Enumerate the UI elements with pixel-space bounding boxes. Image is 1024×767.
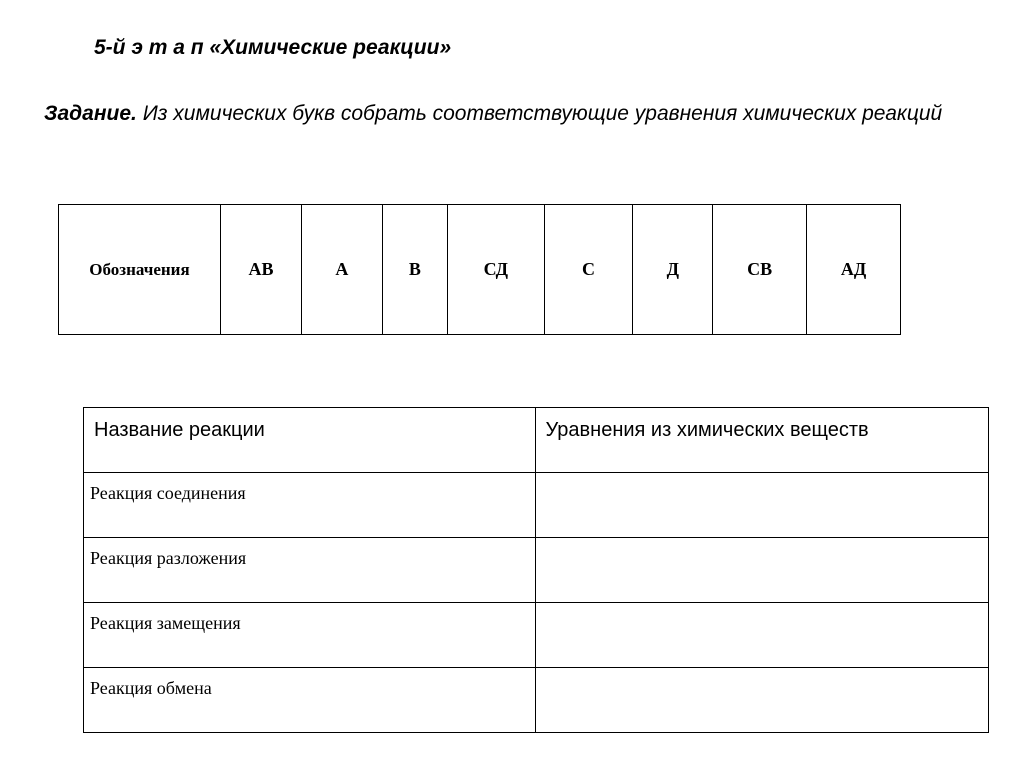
symbols-header-cell: Обозначения — [59, 205, 221, 335]
equation-cell[interactable] — [536, 538, 989, 603]
symbol-cell-a: А — [302, 205, 383, 335]
reaction-name-cell: Реакция разложения — [84, 538, 536, 603]
reactions-header-row — [84, 408, 989, 473]
symbol-cell-b: В — [382, 205, 447, 335]
symbol-cell-ab: АВ — [220, 205, 301, 335]
task-instruction — [44, 99, 984, 129]
column-header-equation: Уравнения из химических веществ — [536, 408, 989, 473]
equation-cell[interactable] — [536, 473, 989, 538]
table-row — [84, 603, 989, 668]
symbol-cell-c: С — [544, 205, 633, 335]
reaction-name-cell: Реакция обмена — [84, 668, 536, 733]
reaction-name-cell: Реакция замещения — [84, 603, 536, 668]
symbols-row — [59, 205, 901, 335]
equation-cell[interactable] — [536, 603, 989, 668]
page-title: 5-й э т а п «Химические реакции» — [94, 36, 452, 59]
reaction-name-cell: Реакция соединения — [84, 473, 536, 538]
symbol-cell-cb: СВ — [713, 205, 807, 335]
symbol-cell-ad: АД — [807, 205, 901, 335]
table-row — [84, 473, 989, 538]
reactions-table — [83, 407, 989, 733]
equation-cell[interactable] — [536, 668, 989, 733]
task-text: Из химических букв собрать соответствующие уравнения химических реакций — [136, 102, 943, 125]
task-label: Задание. — [44, 102, 137, 125]
table-row — [84, 538, 989, 603]
symbols-table — [58, 204, 901, 335]
table-row — [84, 668, 989, 733]
column-header-reaction-name: Название реакции — [84, 408, 536, 473]
symbol-cell-d: Д — [633, 205, 713, 335]
symbol-cell-cd: СД — [447, 205, 544, 335]
